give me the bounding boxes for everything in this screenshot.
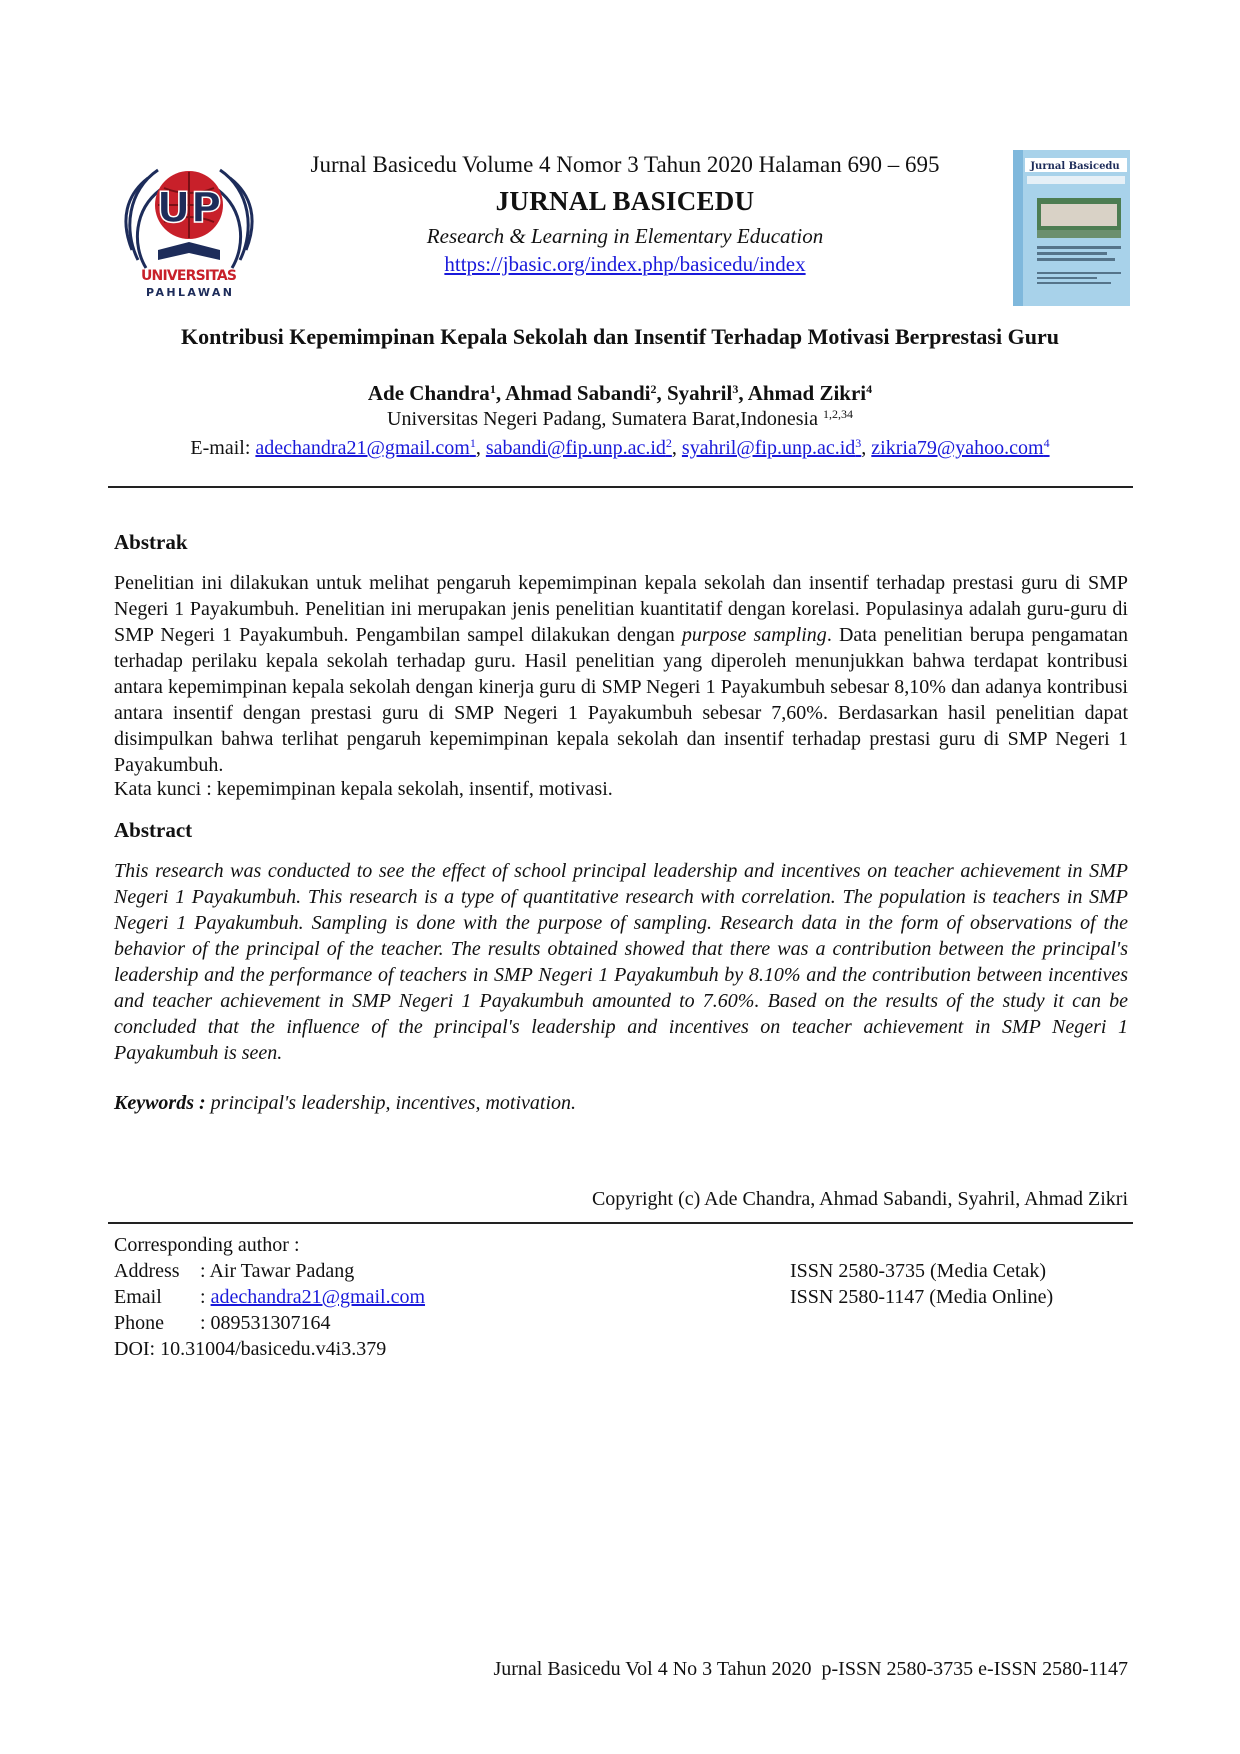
journal-url-link[interactable]: https://jbasic.org/index.php/basicedu/index <box>444 252 806 276</box>
address-value: : Air Tawar Padang <box>200 1260 355 1282</box>
author-email-link[interactable]: adechandra21@gmail.com$^1$ <box>255 436 476 459</box>
svg-text:UP: UP <box>156 183 222 232</box>
abstrak-heading: Abstrak <box>114 530 188 554</box>
article-title: Kontribusi Kepemimpinan Kepala Sekolah dan Insentif Terhadap Motivasi Berprestasi Guru <box>181 324 1059 349</box>
author-sup: 3 <box>732 382 739 396</box>
affiliation-sup: 1,2,34 <box>822 407 853 421</box>
abstrak-keywords: Kata kunci : kepemimpinan kepala sekolah, insentif, motivasi. <box>114 778 613 800</box>
issn-print: ISSN 2580-3735 (Media Cetak) <box>790 1260 1047 1282</box>
journal-name: JURNAL BASICEDU <box>495 186 755 216</box>
issn-online: ISSN 2580-1147 (Media Online) <box>790 1286 1054 1308</box>
corresponding-email-link[interactable]: adechandra21@gmail.com <box>210 1286 426 1308</box>
corresponding-author-block: Corresponding author : Address : Air Tawar Padang Email : adechandra21@gmail.com Phone : 089531307164 DOI: 10.31004/basicedu.v4i3.379 <box>114 1234 426 1360</box>
journal-cover-thumbnail <box>1013 150 1130 306</box>
journal-tagline: Research & Learning in Elementary Education <box>426 224 824 248</box>
abstract-heading: Abstract <box>114 818 193 842</box>
phone-label: Phone <box>114 1312 164 1334</box>
page-footer: Jurnal Basicedu Vol 4 No 3 Tahun 2020 p-ISSN 2580-3735 e-ISSN 2580-1147 <box>493 1658 1128 1680</box>
email-label: Email <box>114 1286 162 1308</box>
issn-block <box>790 1258 1053 1310</box>
author-name: Ahmad Zikri <box>747 381 867 405</box>
author-sup: 4 <box>866 382 873 396</box>
corresponding-title: Corresponding author : <box>114 1234 300 1256</box>
copyright-notice: Copyright (c) Ade Chandra, Ahmad Sabandi, Syahril, Ahmad Zikri <box>591 1188 1128 1210</box>
email-label: E-mail: <box>190 437 251 459</box>
author-list: Ade Chandra$^1$, Ahmad Sabandi$^2$, Syahril$^3$, Ahmad Zikri$^4$ <box>367 381 873 405</box>
phone-value: : 089531307164 <box>200 1312 331 1334</box>
logo-lettering: UNIVERSITAS <box>141 268 237 284</box>
doi: DOI: 10.31004/basicedu.v4i3.379 <box>114 1338 387 1360</box>
university-logo <box>118 150 260 306</box>
journal-issue-line: Jurnal Basicedu Volume 4 Nomor 3 Tahun 2020 Halaman 690 – 695 <box>310 152 940 177</box>
footer-divider <box>108 1222 1133 1224</box>
header-divider <box>108 486 1133 488</box>
author-email-link[interactable]: syahril@fip.unp.ac.id$^3$ <box>681 436 862 459</box>
author-name: Ade Chandra <box>367 381 490 405</box>
affiliation-text: Universitas Negeri Padang, Sumatera Barat,Indonesia <box>387 408 818 430</box>
abstract-body: This research was conducted to see the effect of school principal leadership and incentives on teacher achievement in SMP Negeri 1 Payakumbuh. This research is a type of quantitative research with correlation. The population is teachers in SMP Negeri 1 Payakumbuh. Sampling is done with the purpose of sampling. Research data in the form of observations of the behavior of the principal of the teacher. The results obtained showed that there was a contribution between the principal's leadership and the performance of teachers in SMP Negeri 1 Payakumbuh by 8.10% and the contribution between incentives and teacher achievement in SMP Negeri 1 Payakumbuh amounted to 7.60%. Based on the results of the study it can be concluded that the influence of the principal's leadership and incentives on teacher achievement in SMP Negeri 1 Payakumbuh is seen. <box>114 860 1128 1064</box>
svg-text:PAHLAWAN: PAHLAWAN <box>146 286 232 299</box>
abstrak-body: Penelitian ini dilakukan untuk melihat pengaruh kepemimpinan kepala sekolah dan insentif terhadap prestasi guru di SMP Negeri 1 Payakumbuh. Penelitian ini merupakan jenis penelitian kuantitatif dengan korelasi. Populasinya adalah guru-guru di SMP Negeri 1 Payakumbuh. Pengambilan sampel dilakukan dengan purpose sampling. Data penelitian berupa pengamatan terhadap perilaku kepala sekolah terhadap guru. Hasil penelitian yang diperoleh menunjukkan bahwa terdapat kontribusi antara kepemimpinan kepala sekolah dengan kinerja guru di SMP Negeri 1 Payakumbuh sebesar 8,10% dan adanya kontribusi antara insentif dengan prestasi guru di SMP Negeri 1 Payakumbuh sebesar 7,60%. Berdasarkan hasil penelitian dapat disimpulkan bahwa terlihat pengaruh kepemimpinan kepala sekolah dan insentif terhadap prestasi guru di SMP Negeri 1 Payakumbuh. <box>114 572 1128 776</box>
address-label: Address <box>114 1260 180 1282</box>
author-sup: 1 <box>489 382 496 396</box>
author-name: Ahmad Sabandi <box>505 381 651 405</box>
email-list: E-mail: adechandra21@gmail.com$^1$, sabandi@fip.unp.ac.id$^2$, syahril@fip.unp.ac.id$^3$, zikria79@yahoo.com$^4$ <box>190 436 1050 459</box>
author-email-link[interactable]: zikria79@yahoo.com$^4$ <box>871 436 1050 459</box>
author-email-link[interactable]: sabandi@fip.unp.ac.id$^2$ <box>485 436 672 459</box>
author-sup: 2 <box>650 382 657 396</box>
author-name: Syahril <box>666 381 733 405</box>
affiliation <box>100 408 1140 431</box>
cover-title: Jurnal Basicedu <box>1030 161 1120 172</box>
abstract-keywords: Keywords : principal's leadership, incentives, motivation. <box>114 1092 577 1114</box>
